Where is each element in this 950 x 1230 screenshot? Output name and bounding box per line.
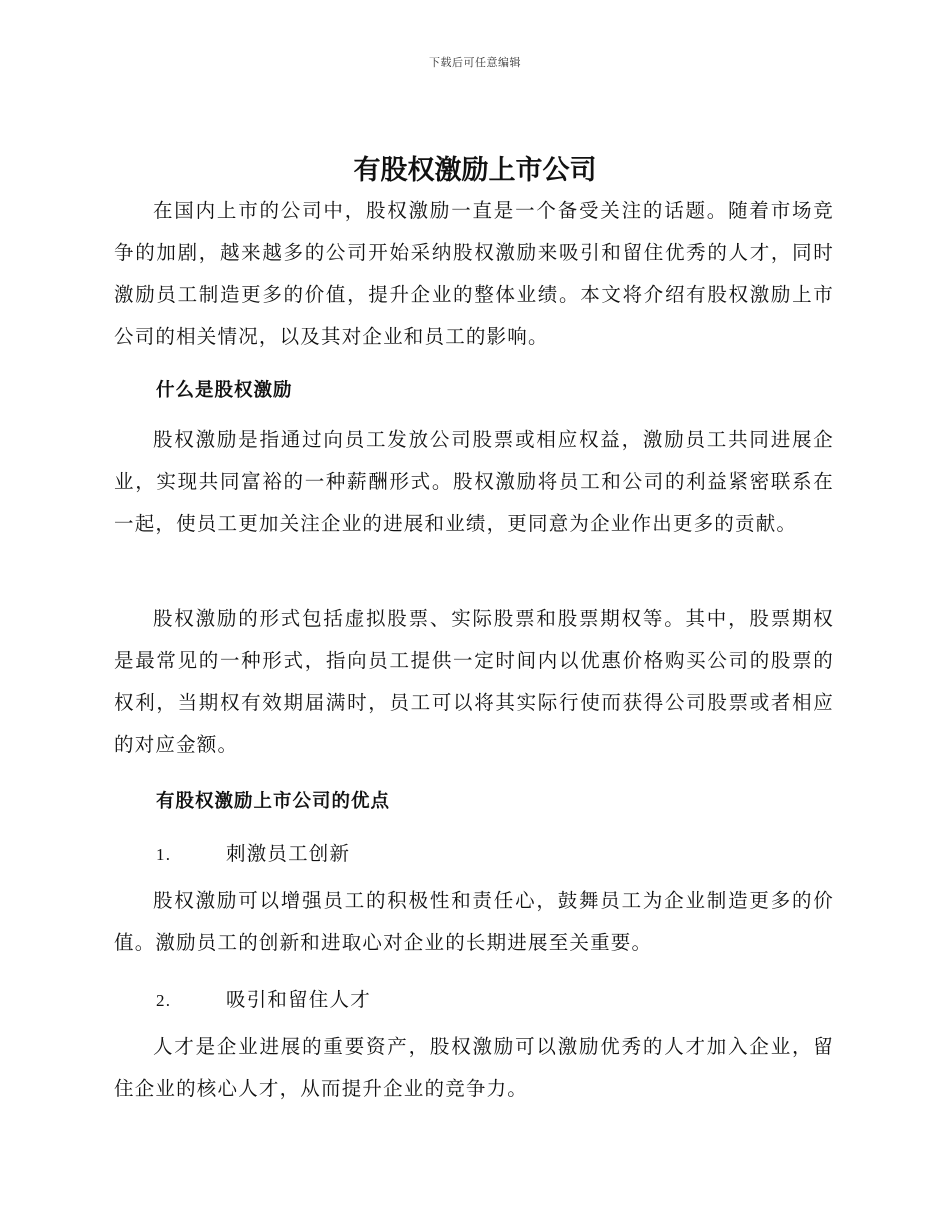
intro-paragraph: 在国内上市的公司中，股权激励一直是一个备受关注的话题。随着市场竞争的加剧，越来越多的公司开始采纳股权激励来吸引和留住优秀的人才，同时激励员工制造更多的价值，提升企业的整体业绩。本文将介绍有股权激励上市公司的相关情况，以及其对企业和员工的影响。 [114, 199, 834, 348]
section-heading-advantages: 有股权激励上市公司的优点 [156, 791, 391, 812]
list-item-2-paragraph: 人才是企业进展的重要资产，股权激励可以激励优秀的人才加入企业，留住企业的核心人才，从而提升企业的竞争力。 [114, 1035, 834, 1100]
section-heading-what-is: 什么是股权激励 [156, 380, 293, 401]
list-item-label: 刺激员工创新 [226, 842, 351, 865]
list-item-1-paragraph: 股权激励可以增强员工的积极性和责任心，鼓舞员工为企业制造更多的价值。激励员工的创新和进取心对企业的长期进展至关重要。 [114, 889, 834, 954]
list-number: 1. [156, 845, 172, 864]
list-number: 2. [156, 991, 172, 1010]
list-item-label: 吸引和留住人才 [226, 988, 371, 1011]
list-item-2-heading [156, 984, 371, 1012]
definition-paragraph: 股权激励是指通过向员工发放公司股票或相应权益，激励员工共同进展企业，实现共同富裕的一种薪酬形式。股权激励将员工和公司的利益紧密联系在一起，使员工更加关注企业的进展和业绩，更同意为企业作出更多的贡献。 [114, 428, 834, 535]
document-title: 有股权激励上市公司 [353, 155, 597, 186]
forms-paragraph: 股权激励的形式包括虚拟股票、实际股票和股票期权等。其中，股票期权是最常见的一种形式，指向员工提供一定时间内以优惠价格购买公司的股票的权利，当期权有效期届满时，员工可以将其实际行使而获得公司股票或者相应的对应金额。 [114, 607, 834, 756]
header-note: 下载后可任意编辑 [429, 56, 521, 69]
list-item-1-heading [156, 838, 350, 866]
